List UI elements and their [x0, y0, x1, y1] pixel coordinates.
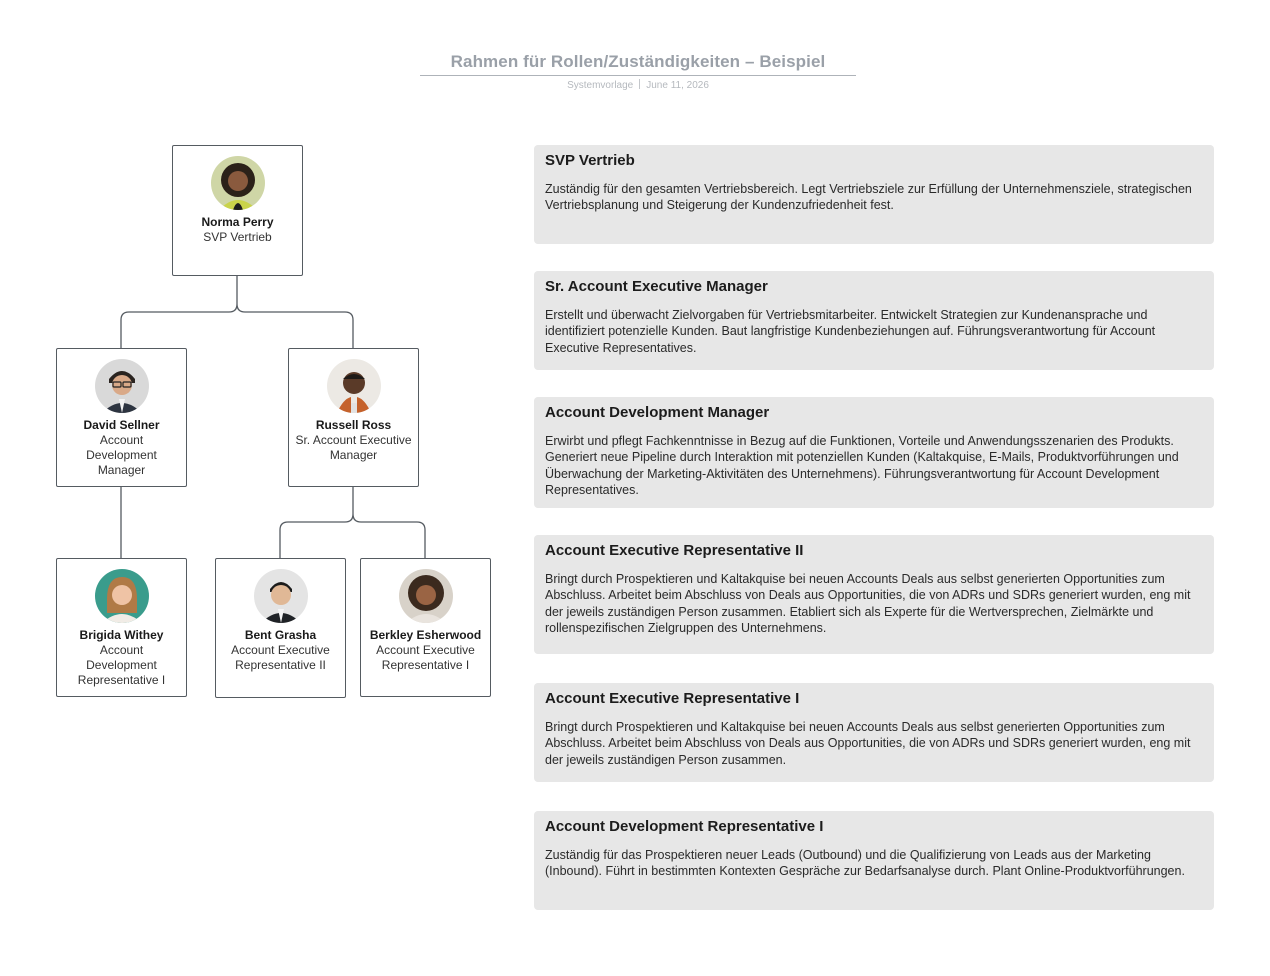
role-description: Erstellt und überwacht Zielvorgaben für Vertriebsmitarbeiter. Entwickelt Strategien zur Kundenansprache und identifiziert potenzielle Kunden. Baut langfristige Kundenbeziehungen auf. Führungsverantwortung für Account Executive Representatives. [545, 308, 1156, 355]
person-role: Account Development Manager [86, 433, 157, 477]
role-box-account-development-manager [534, 397, 1214, 508]
document-date: June 11, 2026 [646, 80, 709, 91]
org-card-bent-grasha[interactable] [215, 558, 346, 698]
org-card-david-sellner[interactable] [56, 348, 187, 487]
person-avatar-icon [211, 156, 265, 210]
role-box-account-development-representative-i [534, 811, 1214, 910]
role-title: Account Executive Representative II [545, 542, 804, 559]
role-description: Bringt durch Prospektieren und Kaltakquise bei neuen Accounts Deals aus selbst generierten Opportunities zum Abschluss. Arbeitet beim Abschluss von Deals aus Opportunities, die von ADRs und SDRs generiert wurden, eng mit der jeweils zuständigen Person zusammen. [545, 720, 1191, 767]
person-avatar-icon [95, 359, 149, 413]
connector-norma-to-managers [121, 276, 353, 348]
role-title: Account Development Manager [545, 404, 770, 421]
role-title: Account Development Representative I [545, 818, 824, 835]
person-role: Sr. Account Executive Manager [295, 433, 412, 462]
org-card-berkley-esherwood[interactable] [360, 558, 491, 697]
person-name: Berkley Esherwood [369, 628, 482, 642]
person-name: Bent Grasha [244, 628, 317, 642]
role-title: SVP Vertrieb [545, 152, 635, 169]
org-card-svp[interactable] [172, 145, 303, 276]
role-title: Sr. Account Executive Manager [545, 278, 768, 295]
template-label: Systemvorlage [567, 80, 634, 91]
person-avatar-icon [95, 569, 149, 623]
person-name: David Sellner [83, 418, 160, 432]
person-avatar-icon [254, 569, 308, 623]
person-name: Norma Perry [201, 215, 274, 229]
connector-russell-to-reps [280, 487, 425, 558]
subtitle-separator [639, 79, 640, 89]
person-name: Russell Ross [315, 418, 392, 432]
person-avatar-icon [399, 569, 453, 623]
person-avatar-icon [327, 359, 381, 413]
person-name: Brigida Withey [79, 628, 164, 642]
role-box-sr-account-executive-manager [534, 271, 1214, 370]
role-description: Zuständig für das Prospektieren neuer Leads (Outbound) und die Qualifizierung von Leads aus der Marketing (Inbound). Führt in bestimmten Kontexten Gespräche zur Bedarfsanalyse durch. Plant Online-Produktvorführungen. [545, 848, 1185, 879]
role-title: Account Executive Representative I [545, 690, 800, 707]
org-card-russell-ross[interactable] [288, 348, 419, 487]
role-description: Bringt durch Prospektieren und Kaltakquise bei neuen Accounts Deals aus selbst generierten Opportunities zum Abschluss. Arbeitet beim Abschluss von Deals aus Opportunities, die von ADRs und SDRs generiert wurden, eng mit der jeweils zuständigen Person zusammen. Etabliert sich als Experte für die Wertversprechen, Zielmärkte und rollenspezifischen Zielgruppen des Unternehmens. [545, 572, 1191, 636]
role-description: Zuständig für den gesamten Vertriebsbereich. Legt Vertriebsziele zur Erfüllung der Unternehmensziele, strategischen Vertriebsplanung und Steigerung der Kundenzufriedenheit fest. [545, 182, 1192, 213]
org-card-brigida-withey[interactable] [56, 558, 187, 697]
person-role: Account Development Representative I [77, 643, 166, 687]
page-title: Rahmen für Rollen/Zuständigkeiten – Beispiel [450, 52, 826, 71]
role-box-account-executive-representative-i [534, 683, 1214, 782]
person-role: Account Executive Representative I [376, 643, 475, 672]
role-box-svp-vertrieb [534, 145, 1214, 244]
person-role: Account Executive Representative II [231, 643, 330, 672]
role-box-account-executive-representative-ii [534, 535, 1214, 654]
role-description: Erwirbt und pflegt Fachkenntnisse in Bezug auf die Funktionen, Vorteile und Anwendungsszenarien des Produkts. Generiert neue Pipeline durch Interaktion mit potenziellen Kunden (Kaltakquise, E-Mails, Produktvorführungen und Überwachung der Marketing-Aktivitäten des Unternehmens). Führungsverantwortung für Account Development Representatives. [545, 434, 1179, 498]
person-role: SVP Vertrieb [203, 230, 272, 244]
